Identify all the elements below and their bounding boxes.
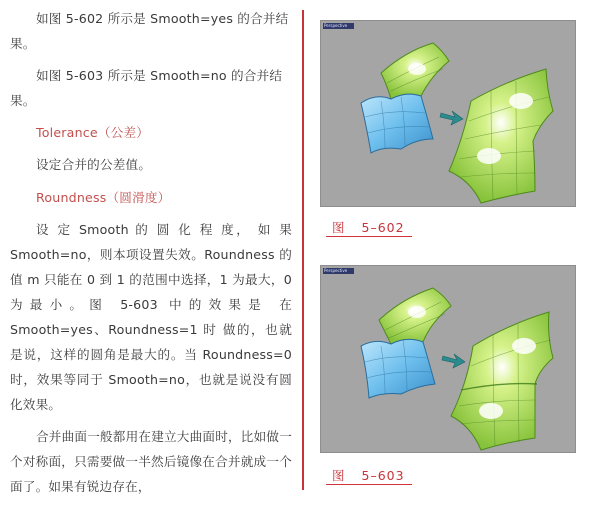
blue-surface-left: [361, 339, 435, 398]
paragraph-merge-usage: 合并曲面一般都用在建立大曲面时，比如做一个对称面，只需要做一半然后镜像在合并就成一个面了。如果有锐边存在，: [10, 429, 292, 494]
caption-number: 5–603: [361, 468, 405, 483]
figure-602-render: [321, 21, 575, 206]
figure-602-viewport: [320, 20, 576, 207]
viewport-label: Perspective: [323, 23, 354, 29]
column-divider: [302, 10, 304, 490]
caption-number: 5–602: [361, 220, 405, 235]
paragraph-roundness: 设 定 Smooth 的 圆 化 程 度， 如 果 Smooth=no，则本项设置失效。Roundness 的值 m 只能在 0 到 1 的范围中选择，1 为最大，0 为最小。图 5-603 中的效果是 在 Smooth=yes、Roundness=1 时 做的，也就是说，这样的圆角是最大的。当 Roundness=0 时，效果等同于 Smooth=no，也就是说没有圆化效果。: [10, 222, 292, 412]
viewport-label: Perspective: [323, 268, 354, 274]
figure-602-caption: [326, 220, 412, 237]
blue-surface-left: [361, 94, 433, 153]
arrow-icon: [442, 354, 465, 368]
heading-tolerance: Tolerance（公差）: [36, 125, 150, 140]
paragraph-smooth-no: 如图 5-603 所示是 Smooth=no 的合并结果。: [10, 68, 283, 108]
figure-603-render: [321, 266, 575, 452]
figure-603-caption: [326, 468, 412, 485]
caption-prefix: 图: [332, 220, 346, 235]
caption-prefix: 图: [332, 468, 346, 483]
paragraph-smooth-yes: 如图 5-602 所示是 Smooth=yes 的合并结果。: [10, 11, 289, 51]
paragraph-tolerance: 设定合并的公差值。: [36, 157, 152, 172]
arrow-icon: [440, 111, 463, 125]
green-surface-merged: [451, 312, 553, 450]
text-column: [0, 0, 296, 507]
figure-603-viewport: [320, 265, 576, 453]
green-surface-merged: [449, 69, 553, 203]
heading-roundness: Roundness（圆滑度）: [36, 190, 171, 205]
